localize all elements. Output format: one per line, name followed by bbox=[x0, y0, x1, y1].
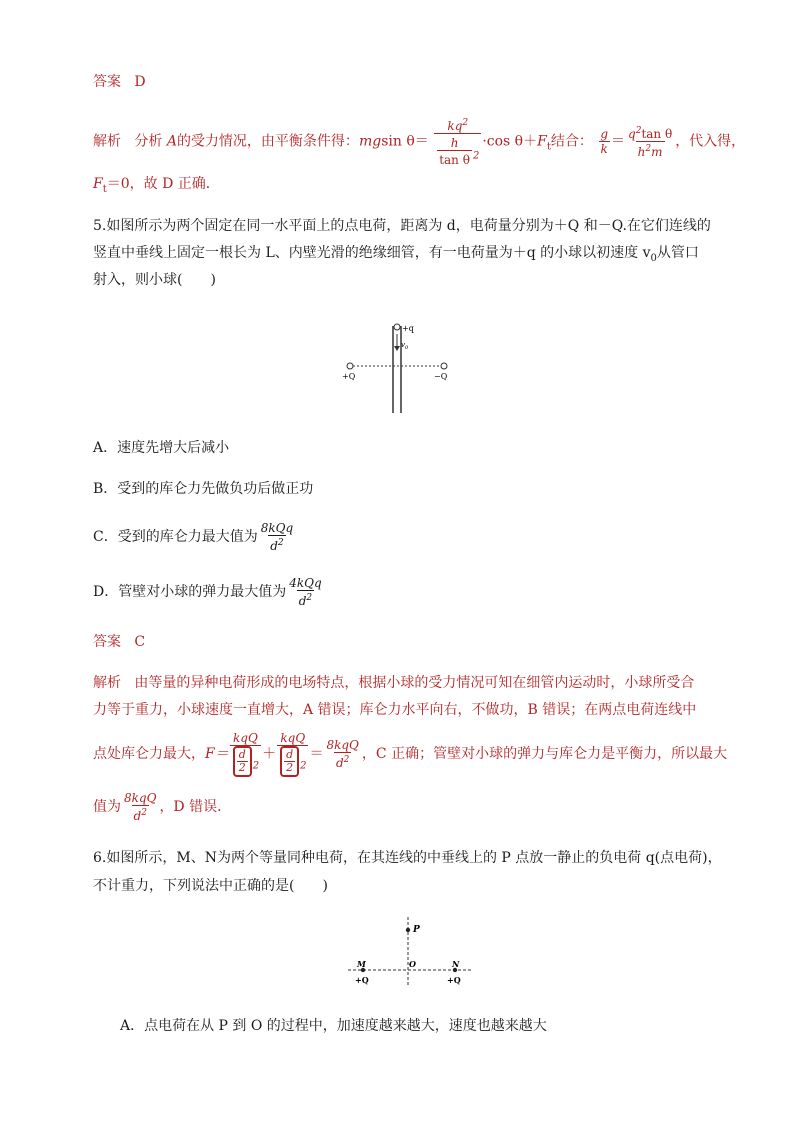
answer-value: D bbox=[134, 74, 146, 90]
q5-option-b: B．受到的库仑力先做负功后做正功 bbox=[93, 481, 314, 497]
analysis-text: 值为 bbox=[93, 799, 121, 815]
frac-den: d bbox=[133, 809, 142, 823]
analysis-1-line-2 bbox=[93, 174, 220, 200]
answer-value: C bbox=[134, 634, 146, 650]
analysis-text: 点处库仑力最大， bbox=[93, 746, 205, 762]
q5-option-a: A．速度先增大后减小 bbox=[93, 440, 230, 456]
analysis-text: ，D 错误． bbox=[159, 799, 232, 815]
analysis-label: 解析 bbox=[93, 133, 121, 150]
option-text: D．管壁对小球的弹力最大值为 bbox=[93, 584, 287, 600]
minus-charge-circle bbox=[441, 363, 447, 369]
q6-option-a: A．点电荷在从 P 到 O 的过程中，加速度越来越大，速度也越来越大 bbox=[120, 1018, 547, 1034]
gk-fraction bbox=[598, 127, 610, 156]
frac-num-2: tan θ bbox=[641, 127, 673, 141]
option-text: C．受到的库仑力最大值为 bbox=[93, 529, 258, 545]
p-label: P bbox=[413, 925, 420, 935]
frac-num: h bbox=[450, 136, 459, 150]
option-d-fraction: $\frac{\text{4kQq}}{d^2}$ bbox=[289, 576, 322, 608]
frac-num: g bbox=[600, 127, 609, 141]
equals: ＝ bbox=[309, 746, 324, 762]
q5-stem-line-3: 射入，则小球( ) bbox=[93, 272, 216, 288]
equals: ＝ bbox=[611, 133, 626, 150]
ft-sub: t bbox=[546, 141, 551, 153]
frac-num: 8kqQ bbox=[326, 738, 359, 752]
q6-stem-line-1: 6.如图所示，M、N为两个等量同种电荷，在其连线的中垂线上的 P 点放一静止的负电荷 q(点电荷)， bbox=[93, 850, 722, 866]
box-den: 2 bbox=[286, 761, 294, 774]
q6-stem-line-2: 不计重力，下列说法中正确的是( ) bbox=[93, 878, 328, 894]
stem-text: 从管口 bbox=[656, 245, 699, 261]
ft-sub: t bbox=[102, 183, 107, 195]
frac-den: h bbox=[637, 145, 646, 159]
f-symbol: F＝ bbox=[205, 746, 229, 762]
q6-figure bbox=[343, 915, 478, 990]
plus-q-right: +Q bbox=[447, 975, 461, 985]
ft-symbol: F bbox=[537, 133, 547, 150]
frac-den: k bbox=[600, 142, 608, 156]
analysis-label: 解析 bbox=[93, 675, 121, 691]
frac-num: 8kqQ bbox=[124, 791, 157, 805]
analysis-2-line-1 bbox=[93, 673, 694, 693]
frac-den: d bbox=[298, 594, 307, 608]
frac-num: kqQ bbox=[233, 731, 258, 745]
answer-label: 答案 bbox=[93, 634, 121, 650]
sin-term: sin θ＝ bbox=[381, 133, 429, 150]
q5-figure bbox=[338, 318, 458, 413]
mg-symbol: mg bbox=[358, 133, 382, 150]
analysis-text: 的受力情况，由平衡条件得： bbox=[176, 133, 359, 150]
answer-label: 答案 bbox=[93, 74, 121, 90]
frac-den: tan θ bbox=[437, 150, 472, 167]
arrow-head bbox=[394, 346, 400, 351]
inner-fraction bbox=[437, 136, 472, 167]
analysis-text: ，C 正确；管壁对小球的弹力与库仑力是平衡力，所以最大 bbox=[361, 746, 728, 762]
cos-term: ·cos θ＋ bbox=[482, 133, 538, 150]
analysis-1-line-1 bbox=[93, 116, 745, 167]
minus-Q-label: −Q bbox=[434, 372, 448, 381]
analysis-text: ＝0，故 D 正确． bbox=[106, 176, 220, 192]
answer-line-2 bbox=[93, 632, 145, 652]
box-num: d bbox=[238, 748, 246, 761]
frac-num: q bbox=[628, 127, 636, 141]
coulomb-fraction: $kq^2$ $\frac{h}{\text{tan θ}}$ $_2$ bbox=[434, 116, 481, 167]
plus-charge-circle bbox=[347, 363, 353, 369]
q5-option-c bbox=[93, 520, 296, 554]
final-fraction: $\frac{\text{8kqQ}}{d^2}$ bbox=[124, 791, 157, 823]
point-p bbox=[406, 928, 410, 932]
plus-sign: ＋ bbox=[262, 746, 277, 762]
m-label: M bbox=[357, 959, 366, 969]
q5-stem-line-1: 5.如图所示为两个固定在同一水平面上的点电荷，距离为 d，电荷量分别为＋Q 和－Q.在它们连线的 bbox=[93, 218, 711, 234]
plus-Q-label: +Q bbox=[342, 372, 356, 381]
half-d-box bbox=[280, 746, 299, 777]
analysis-2-line-3 bbox=[93, 730, 727, 778]
answer-line-1 bbox=[93, 72, 146, 92]
term-fraction-1: kqQ $\frac{d}{2}$ $_2$ bbox=[230, 731, 261, 777]
frac-den-2: m bbox=[651, 145, 663, 159]
analysis-text: 分析 bbox=[134, 133, 163, 150]
q5-option-d bbox=[93, 575, 325, 609]
frac-num: 8kQq bbox=[260, 521, 294, 535]
frac-num: kqQ bbox=[280, 731, 306, 745]
stem-text: 竖直中垂线上固定一根长为 L、内壁光滑的绝缘细管，有一电荷量为＋q 的小球以初速度 v bbox=[93, 245, 651, 261]
analysis-tail: ，代入得， bbox=[675, 133, 746, 150]
frac-den: d bbox=[270, 539, 278, 553]
ft-symbol: F bbox=[93, 176, 103, 192]
q5-stem-line-2 bbox=[93, 243, 699, 269]
result-fraction: $\frac{q^2\tan \theta}{h^2m}$ bbox=[628, 126, 673, 159]
frac-num: 4kQq bbox=[289, 576, 322, 590]
o-label: O bbox=[409, 959, 416, 969]
analysis-2-line-2: 力等于重力，小球速度一直增大，A 错误；库仑力水平向右，不做功，B 错误；在两点电荷连线中 bbox=[93, 702, 697, 718]
half-d-box bbox=[233, 746, 252, 777]
analysis-2-line-4 bbox=[93, 790, 231, 824]
combine-text: 结合： bbox=[550, 133, 593, 150]
box-num: d bbox=[286, 748, 294, 761]
n-label: N bbox=[452, 959, 460, 969]
term-fraction-2: kqQ $\frac{d}{2}$ $_2$ bbox=[277, 731, 308, 777]
var-a: A bbox=[166, 133, 177, 150]
analysis-text: 由等量的异种电荷形成的电场特点，根据小球的受力情况可知在细管内运动时，小球所受合 bbox=[134, 675, 695, 691]
option-c-fraction: $\frac{\text{8kQq}}{d^2}$ bbox=[260, 521, 294, 553]
plus-q-left: +Q bbox=[355, 975, 369, 985]
v0-label bbox=[401, 341, 409, 351]
result-fraction: $\frac{\text{8kqQ}}{d^2}$ bbox=[326, 738, 359, 770]
ball-circle bbox=[394, 324, 400, 330]
frac-num: kq bbox=[447, 119, 463, 133]
plus-q-label: +q bbox=[402, 324, 414, 333]
v0-label-sub: 0 bbox=[404, 345, 409, 351]
frac-den: d bbox=[335, 756, 344, 770]
v0-sub: 0 bbox=[650, 252, 657, 264]
v0-label-v: v bbox=[401, 341, 405, 349]
box-den: 2 bbox=[238, 761, 246, 774]
